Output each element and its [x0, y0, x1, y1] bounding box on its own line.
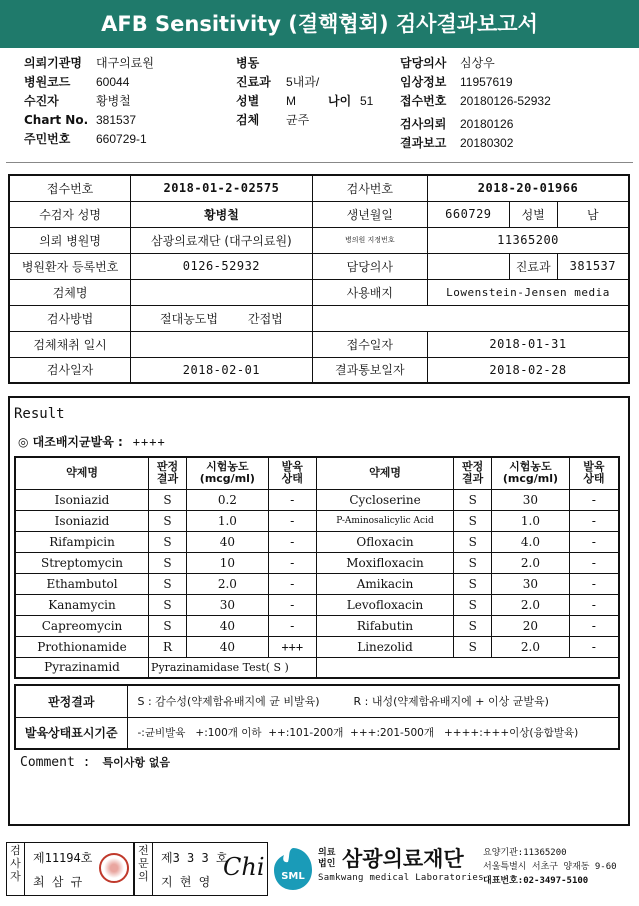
growth-status: -	[569, 573, 619, 594]
growth-status: -	[268, 489, 316, 510]
info-label: 의뢰 병원명	[9, 227, 131, 253]
col-header-judge: 판정 결과	[149, 457, 187, 489]
drug-name: Levofloxacin	[316, 594, 454, 615]
hospital: 삼광의료재단 (대구의료원)	[131, 227, 312, 253]
drug-row	[15, 636, 619, 657]
blank-cell	[312, 305, 629, 331]
info-label: 생년월일	[312, 201, 427, 227]
drug-row	[15, 615, 619, 636]
judgement: S	[149, 510, 187, 531]
report-title: AFB Sensitivity (결핵협회) 검사결과보고서	[0, 0, 639, 48]
method-2: 간접법	[248, 311, 283, 326]
drug-name: Moxifloxacin	[316, 552, 454, 573]
concentration: 40	[186, 615, 268, 636]
concentration: 40	[186, 636, 268, 657]
medium: Lowenstein-Jensen media	[427, 279, 629, 305]
header-left	[24, 55, 154, 150]
col-header-conc: 시험농도 (mcg/ml)	[186, 457, 268, 489]
notify-date: 2018-02-28	[427, 357, 629, 383]
info-label: 접수번호	[9, 175, 131, 201]
header-divider	[6, 162, 633, 163]
drug-name: Rifampicin	[15, 531, 149, 552]
logo-text: SML	[281, 871, 305, 882]
org-contact	[483, 846, 617, 888]
growth-status: -	[268, 594, 316, 615]
judgement: S	[454, 594, 492, 615]
info-label: 검사방법	[9, 305, 131, 331]
tester-signature-box	[6, 842, 134, 896]
culture-value: ++++	[132, 435, 166, 449]
header-label: 임상정보	[400, 75, 447, 89]
info-label: 결과통보일자	[312, 357, 427, 383]
legend-growth-label: 발육상태표시기준	[15, 717, 127, 749]
result-title: Result	[14, 406, 65, 422]
judgement: S	[149, 594, 187, 615]
method	[131, 305, 312, 331]
test-no: 2018-20-01966	[427, 175, 629, 201]
growth-status: -	[569, 594, 619, 615]
comment-label: Comment :	[20, 755, 91, 770]
specialist-signature-box	[134, 842, 268, 896]
header-label: 접수번호	[400, 94, 447, 108]
judgement: S	[454, 552, 492, 573]
patient-info-table	[8, 174, 630, 384]
header-value: 5내과/	[286, 75, 320, 89]
drug-row	[15, 531, 619, 552]
header-value: 황병철	[96, 94, 131, 108]
concentration: 1.0	[186, 510, 268, 531]
sex: 남	[557, 201, 629, 227]
col-header-drug: 약제명	[15, 457, 149, 489]
drug-row	[15, 594, 619, 615]
header-value: 60044	[96, 75, 130, 89]
test-date: 2018-02-01	[131, 357, 312, 383]
header-value: 381537	[96, 113, 137, 127]
header-value: 20180126	[460, 117, 514, 131]
header-value: 심상우	[460, 56, 495, 70]
tester-name: 최 삼 규	[33, 875, 83, 889]
header-label: 담당의사	[400, 56, 447, 70]
growth-status: -	[569, 531, 619, 552]
legend-growth-values: -:균비발육 +:100개 이하 ++:101-200개 +++:201-500개 ++++:+++이상(융합발육)	[127, 717, 619, 749]
judgement: S	[454, 510, 492, 531]
info-label: 성별	[509, 201, 557, 227]
header-label: 결과보고	[400, 136, 447, 150]
culture-label: ◎ 대조배지균발육 :	[18, 435, 123, 449]
info-label: 접수일자	[312, 331, 427, 357]
header-value: M	[286, 94, 296, 108]
header-value: 11957619	[460, 75, 513, 89]
specialist-name: 지 현 영	[161, 875, 211, 889]
info-label: 병원환자 등록번호	[9, 253, 131, 279]
growth-status: -	[268, 510, 316, 531]
judgement: S	[149, 573, 187, 594]
concentration: 2.0	[492, 636, 570, 657]
col-header-growth: 발육 상태	[268, 457, 316, 489]
blank-cell	[316, 657, 619, 678]
drug-name: Ofloxacin	[316, 531, 454, 552]
reg-no: 0126-52932	[131, 253, 312, 279]
sml-logo-icon	[272, 846, 314, 892]
judgement: S	[454, 573, 492, 594]
judgement: S	[149, 489, 187, 510]
growth-status: -	[569, 489, 619, 510]
drug-row	[15, 489, 619, 510]
drug-name: Ethambutol	[15, 573, 149, 594]
header-label: 병원코드	[24, 75, 71, 89]
accept-date: 2018-01-31	[427, 331, 629, 357]
drug-name: Rifabutin	[316, 615, 454, 636]
drug-name: Isoniazid	[15, 489, 149, 510]
doctor	[427, 253, 509, 279]
growth-status: -	[569, 552, 619, 573]
judgement: S	[454, 489, 492, 510]
drug-name: Kanamycin	[15, 594, 149, 615]
info-label: 검체명	[9, 279, 131, 305]
info-label: 검사번호	[312, 175, 427, 201]
header-label: 검사의뢰	[400, 117, 447, 131]
concentration: 10	[186, 552, 268, 573]
concentration: 30	[492, 489, 570, 510]
drug-row	[15, 510, 619, 531]
judgement: S	[149, 615, 187, 636]
concentration: 40	[186, 531, 268, 552]
header-value: 20180302	[460, 136, 514, 150]
info-label: 담당의사	[312, 253, 427, 279]
header-mid	[236, 55, 373, 131]
concentration: 1.0	[492, 510, 570, 531]
concentration: 20	[492, 615, 570, 636]
growth-status: -	[569, 615, 619, 636]
info-label: 사용배지	[312, 279, 427, 305]
drug-name: Linezolid	[316, 636, 454, 657]
col-header-drug: 약제명	[316, 457, 454, 489]
growth-status: -	[268, 615, 316, 636]
org-phone: 대표번호:02-3497-5100	[483, 876, 589, 886]
growth-status: -	[268, 552, 316, 573]
legend-judge-r: R : 내성(약제함유배지에 + 이상 균발육)	[353, 695, 549, 709]
growth-status: -	[268, 531, 316, 552]
collect-date	[131, 331, 312, 357]
drug-row	[15, 552, 619, 573]
drug-name: Streptomycin	[15, 552, 149, 573]
tester-license: 제11194호	[33, 851, 93, 865]
legend-table	[14, 684, 620, 750]
tester-label: 검 사 자	[7, 843, 25, 895]
concentration: 30	[186, 594, 268, 615]
pza-drug: Pyrazinamid	[15, 657, 149, 678]
age-label: 나이	[328, 94, 352, 108]
col-header-judge: 판정 결과	[454, 457, 492, 489]
drug-sensitivity-table	[14, 456, 620, 679]
concentration: 4.0	[492, 531, 570, 552]
legend-judge-label: 판정결과	[15, 685, 127, 717]
judgement: S	[454, 636, 492, 657]
method-1: 절대농도법	[160, 311, 218, 326]
judgement: S	[149, 531, 187, 552]
header-right	[400, 55, 551, 154]
col-header-growth: 발육 상태	[569, 457, 619, 489]
header-value: 660729-1	[96, 132, 147, 146]
concentration: 30	[492, 573, 570, 594]
culture-growth	[18, 433, 166, 450]
info-label: 검사일자	[9, 357, 131, 383]
concentration: 2.0	[492, 594, 570, 615]
header-value: 균주	[286, 113, 310, 127]
judgement: S	[454, 615, 492, 636]
concentration: 0.2	[186, 489, 268, 510]
patient-name: 황병철	[131, 201, 312, 227]
header-label: 검체	[236, 113, 260, 127]
comment-value: 특이사항 없음	[102, 756, 171, 769]
comment	[20, 754, 170, 770]
org-type: 의료 법인	[318, 848, 336, 869]
growth-status: -	[569, 636, 619, 657]
legend-judge-values	[127, 685, 619, 717]
judgement: S	[149, 552, 187, 573]
col-header-conc: 시험농도 (mcg/ml)	[492, 457, 570, 489]
seal-stamp	[99, 853, 129, 883]
org-code: 요양기관:11365200	[483, 848, 567, 858]
concentration: 2.0	[492, 552, 570, 573]
drug-row	[15, 573, 619, 594]
growth-status: -	[569, 510, 619, 531]
drug-name: Prothionamide	[15, 636, 149, 657]
org-english-name: Samkwang medical Laboratories	[318, 873, 484, 883]
header-label: 성별	[236, 94, 260, 108]
pza-test: Pyrazinamidase Test( S )	[149, 657, 317, 678]
age-value: 51	[360, 94, 374, 108]
designated-no: 11365200	[427, 227, 629, 253]
drug-name: Capreomycin	[15, 615, 149, 636]
specialist-label: 전 문 의	[135, 843, 153, 895]
header-label: Chart No.	[24, 113, 89, 127]
info-label: 검체채취 일시	[9, 331, 131, 357]
specialist-license: 제3 3 3 호	[161, 851, 228, 865]
specimen	[131, 279, 312, 305]
growth-status: -	[268, 573, 316, 594]
drug-name: Cycloserine	[316, 489, 454, 510]
drug-name: Isoniazid	[15, 510, 149, 531]
dob: 660729	[427, 201, 509, 227]
info-label: 진료과	[509, 253, 557, 279]
org-address: 서울특별시 서초구 양재동 9-60	[483, 862, 617, 872]
header-label: 수진자	[24, 94, 59, 108]
header-value: 대구의료원	[96, 56, 154, 70]
header-label: 진료과	[236, 75, 271, 89]
info-label: 병의원 지정번호	[312, 227, 427, 253]
header-label: 의뢰기관명	[24, 56, 82, 70]
header-label: 병동	[236, 56, 260, 70]
header-value: 20180126-52932	[460, 94, 551, 108]
drug-name: P-Aminosalicylic Acid	[316, 510, 454, 531]
judgement: S	[454, 531, 492, 552]
header-label: 주민번호	[24, 132, 71, 146]
info-label: 수검자 성명	[9, 201, 131, 227]
legend-judge-s: S : 감수성(약제함유배지에 균 비발육)	[137, 695, 320, 709]
growth-status: +++	[268, 636, 316, 657]
signature: Chi	[223, 853, 265, 881]
drug-name: Amikacin	[316, 573, 454, 594]
judgement: R	[149, 636, 187, 657]
org-name: 삼광의료재단	[342, 847, 464, 871]
concentration: 2.0	[186, 573, 268, 594]
dept: 381537	[557, 253, 629, 279]
receipt-no: 2018-01-2-02575	[131, 175, 312, 201]
